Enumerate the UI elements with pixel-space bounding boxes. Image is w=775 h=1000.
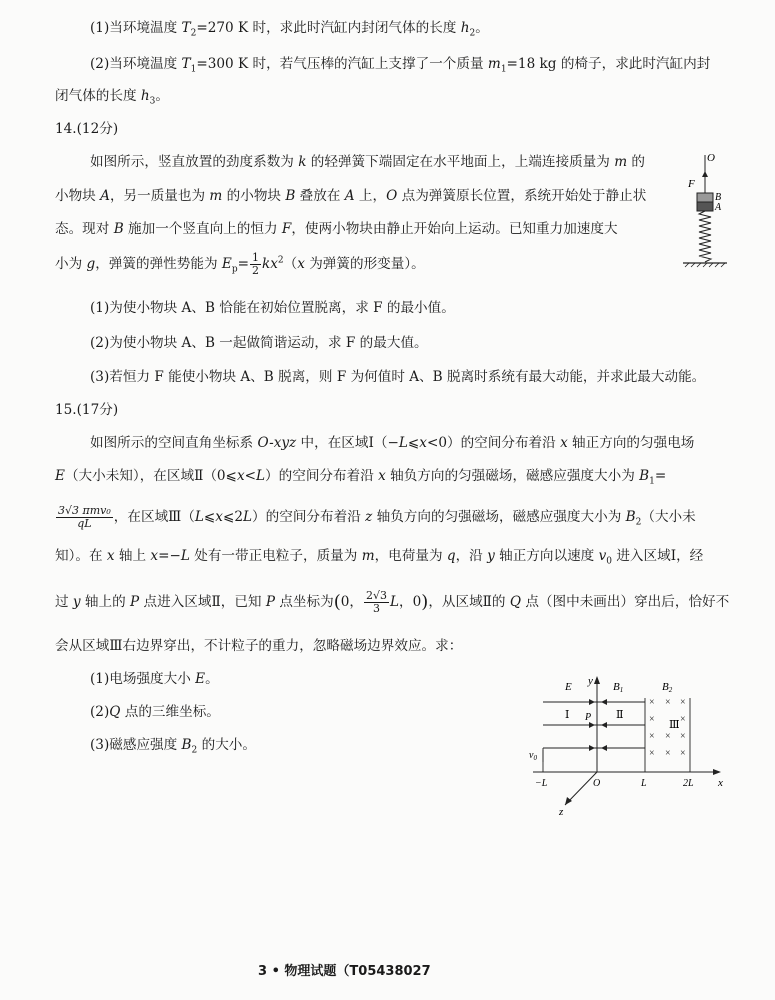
z-axis-label: z xyxy=(559,806,564,818)
label-region-II: Ⅱ xyxy=(616,709,624,721)
label-B2: B2 xyxy=(662,681,673,694)
fraction-B1-value: $\frac{\text{3√3 πmv₀}}{qL}$ xyxy=(58,504,111,530)
cross-mark: × xyxy=(680,748,686,759)
label-E: E xyxy=(565,681,572,693)
y-axis-arrow-icon xyxy=(594,676,600,684)
q15-stem-line1: 如图所示的空间直角坐标系 O-xyz 中，在区域Ⅰ（−L⩽x<0）的空间分布着沿 x 轴正方向的匀强电场 xyxy=(90,435,695,451)
q14-stem-line4: 小为 g，弹簧的弹性势能为 $E_p=$ $\frac{1}{2}$ $kx^2(x$ 为弹簧的形变量）。 xyxy=(55,251,425,277)
q15-stem-line5: 过 y 轴上的 P 点进入区域Ⅱ，已知 P 点坐标为(0， $\frac{2√3}{3}$ L，0)，从区域Ⅱ的 Q 点（图中未画出）穿出后，恰好不 xyxy=(55,589,730,615)
q14-sub1: (1)为使小物块 A、B 恰能在初始位置脱离，求 F 的最小值。 xyxy=(90,300,455,316)
fig-label-F: F xyxy=(688,178,695,190)
fig-label-O: O xyxy=(707,152,715,164)
fraction-P-coordinate: $\frac{2√3}{3}$ xyxy=(365,589,387,615)
fig-label-A: A xyxy=(715,202,722,213)
x-axis-arrow-icon xyxy=(713,769,721,775)
q13-part2-cont: 闭气体的长度 $h_3$。 xyxy=(55,88,169,107)
label-region-III: Ⅲ xyxy=(669,719,680,731)
q14-header: 14.(12分) xyxy=(55,121,119,137)
field-arrow-icon xyxy=(589,699,595,705)
ground-hatch xyxy=(685,263,725,267)
cross-mark: × xyxy=(649,697,655,708)
block-B xyxy=(697,193,713,202)
cross-mark: × xyxy=(649,731,655,742)
q14-stem-line2: 小物块 A，另一质量也为 m 的小物块 B 叠放在 A 上，O 点为弹簧原长位置，系统开始处于静止状 xyxy=(55,188,647,204)
cross-mark: × xyxy=(665,697,671,708)
cross-mark: × xyxy=(665,748,671,759)
b1-arrow-icon xyxy=(601,745,607,751)
label-B1: B1 xyxy=(613,681,624,694)
label-v0: $v_0$ xyxy=(529,750,537,762)
x-axis-label: x xyxy=(718,777,723,789)
q15-header: 15.(17分) xyxy=(55,402,119,418)
q15-stem-line3: $\frac{\text{3√3 πmv₀}}{qL}$ ，在区域Ⅲ（L⩽x⩽2L）的空间分布着沿 z 轴负方向的匀强磁场，磁感应强度大小为 $B_2$（大小未 xyxy=(58,504,696,530)
field-arrow-icon xyxy=(589,745,595,751)
spring-figure xyxy=(675,145,735,275)
cross-mark: × xyxy=(649,748,655,759)
q15-stem-line6: 会从区域Ⅲ右边界穿出，不计粒子的重力，忽略磁场边界效应。求： xyxy=(55,638,463,654)
b1-arrow-icon xyxy=(601,699,607,705)
q13-part2: (2)当环境温度 $T_1=300$ K 时，若气压棒的汽缸上支撑了一个质量 $m_1=18$ kg 的椅子，求此时汽缸内封 xyxy=(90,56,711,75)
label-origin: O xyxy=(593,778,601,789)
fraction-one-half: $\frac{1}{2}$ xyxy=(251,251,259,277)
q15-sub2: (2)Q 点的三维坐标。 xyxy=(90,704,220,720)
q15-sub1: (1)电场强度大小 E。 xyxy=(90,671,219,687)
y-axis-label: y xyxy=(588,675,593,687)
q15-stem-line2: E（大小未知），在区域Ⅱ（0⩽x<L）的空间分布着沿 x 轴负方向的匀强磁场，磁感应强度大小为 $B_1=$ xyxy=(55,468,667,487)
cross-mark: × xyxy=(680,714,686,725)
page-footer: 3 • 物理试题（T05438027 xyxy=(258,964,431,979)
q15-sub3: (3)磁感应强度 $B_2$ 的大小。 xyxy=(90,737,256,756)
q14-stem-line1: 如图所示，竖直放置的劲度系数为 k 的轻弹簧下端固定在水平地面上，上端连接质量为 m 的 xyxy=(90,154,645,170)
q14-sub2: (2)为使小物块 A、B 一起做简谐运动，求 F 的最大值。 xyxy=(90,335,428,351)
label-2L: 2L xyxy=(683,778,694,789)
label-L: L xyxy=(641,778,647,789)
force-arrow-icon xyxy=(702,171,708,177)
q14-stem-line3: 态。现对 B 施加一个竖直向上的恒力 F，使两小物块由静止开始向上运动。已知重力加速度大 xyxy=(55,221,618,237)
label-region-I: Ⅰ xyxy=(565,709,570,721)
cross-mark: × xyxy=(665,731,671,742)
field-region-figure xyxy=(525,670,730,820)
cross-mark: × xyxy=(680,697,686,708)
cross-mark: × xyxy=(649,714,655,725)
q14-sub3: (3)若恒力 F 能使小物块 A、B 脱离，则 F 为何值时 A、B 脱离时系统有最大动能，并求此最大动能。 xyxy=(90,369,706,385)
block-A xyxy=(697,202,713,211)
q13-part1: (1)当环境温度 $T_2=270$ K 时，求此时汽缸内封闭气体的长度 $h_2$。 xyxy=(90,20,489,39)
q15-stem-line4: 知）。在 x 轴上 x=−L 处有一带正电粒子，质量为 m，电荷量为 q，沿 y 轴正方向以速度 $v_0$ 进入区域Ⅰ，经 xyxy=(55,548,704,567)
fig-label-B: B xyxy=(715,192,722,203)
cross-mark: × xyxy=(680,731,686,742)
b1-arrow-icon xyxy=(601,722,607,728)
label-negL: −L xyxy=(535,778,548,789)
spring-coil xyxy=(699,211,711,262)
label-P: P xyxy=(585,712,592,723)
